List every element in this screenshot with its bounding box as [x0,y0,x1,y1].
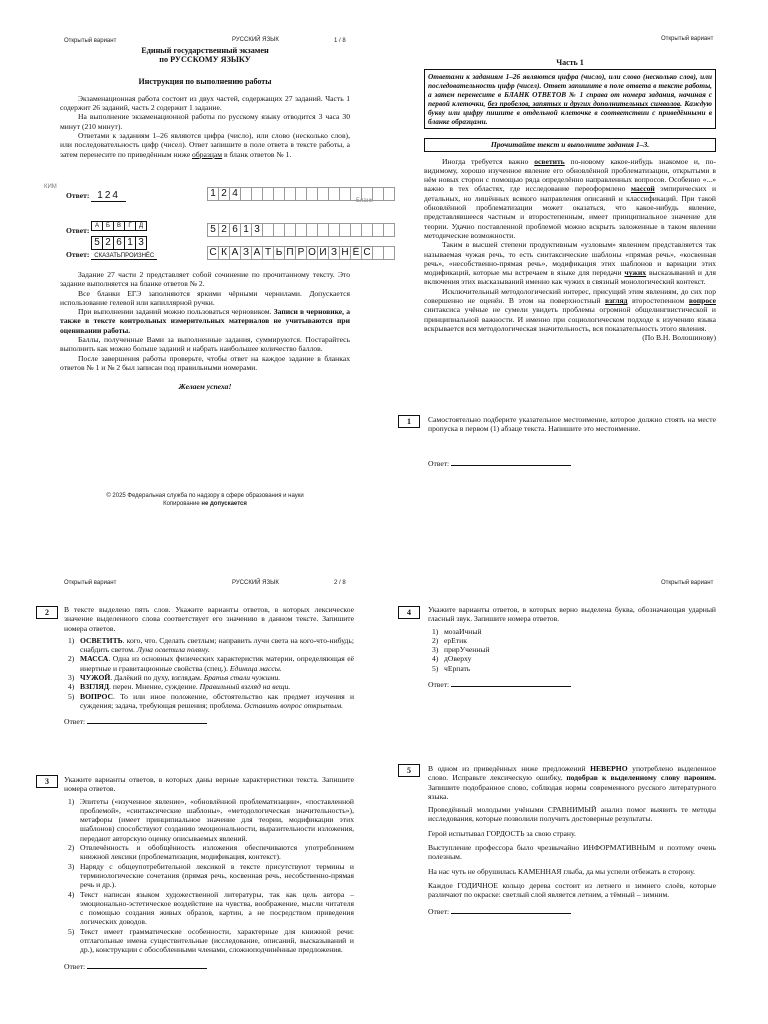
question-5-block [428,764,716,916]
sentence-item: Герой испытывал ГОРДОСТЬ за свою страну. [428,828,576,838]
answer-cell: Н [339,246,351,260]
option-number: 1) [68,635,75,645]
option-text: чЕрпать [444,663,471,673]
question-5-sentences [428,805,716,899]
option-text: мозаИчный [444,626,482,636]
question-5-number: 5 [398,764,420,777]
read-text-title-box: Прочитайте текст и выполните задания 1–3. [424,138,716,151]
example-answer-1: Ответ: 124 [66,190,126,201]
option-number: 2) [68,843,75,853]
question-3-block [64,775,354,971]
option-number: 1) [432,626,439,636]
page-header-left: Открытый вариант [64,38,117,44]
part-instruction-box: Ответами к заданиям 1–26 являются цифра (число), или слово (несколько слов), или последовательность цифр (чисел). Ответ запишите в поле ответа в тексте работы, а затем перенесите в БЛАНК ОТВЕТОВ № 1 справа от номера задания, начиная с первой клеточки, без пробелов, запятых и других дополнительных символов. Каждую букву или цифру пишите в отдельной клеточке в соответствии с приведёнными в бланке образцами. [424,69,716,129]
answer-cell: 1 [240,223,252,237]
option-text: Наряду с общеупотребительной лексикой в тексте присутствуют термины и терминологические сочетания (прямая речь, косвенная речь, несобственно-прямая речь и др.). [80,861,354,890]
option-text: дОверху [444,654,472,664]
option-item [68,843,354,862]
answer-cell: 5 [207,223,219,237]
question-1-answer: Ответ: [428,458,571,468]
letter-cell: Д [135,221,147,231]
question-5-text: В одном из приведённых ниже предложений НЕВЕРНО употреблено выделенное слово. Исправьте лексическую ошибку, подобрав к выделенному слову пароним. Запишите подобранное слово, соблюдая нормы современного русского литературного языка. [428,764,717,801]
option-number: 2) [68,654,75,664]
example-answer-2-label: Ответ: [66,226,90,235]
option-item [68,682,354,691]
question-4-number: 4 [398,606,420,619]
option-number: 4) [68,889,75,899]
part-title: Часть 1 [556,58,584,67]
instruction-title: Инструкция по выполнению работы [138,76,272,86]
sentence-item: На нас чуть не обрушилась КАМЕННАЯ глыба, да мы успели отбежать в сторону. [428,866,696,876]
instruction-paragraph-8: После завершения работы проверьте, чтобы ответ на каждое задание в бланках ответов № 1 и № 2 был записан под правильными номерами. [60,353,350,372]
option-number: 3) [68,861,75,871]
digit-cell: 3 [135,236,147,250]
example-answer-3: Ответ: СКАЗАТЬПРОИЗНЁС [66,250,157,259]
letter-cell: А [91,221,103,231]
example-2-letters [92,221,147,231]
text-paragraph-3: Исключительный методологический интерес, присущий этим явлениям, до сих пор совершенно не оценён. В этом на поверхностный взгляд второстепенном вопросе синтаксиса учёные не сумели увидеть проблемы огромной общелингвистической и принципиальной важности. И именно при социологическом подходе к изучению языка вскрывается вся методологическая значительность, вся показательность этого явления. [424,286,716,333]
answer-cell: 1 [207,187,219,201]
option-number: 3) [432,645,439,655]
page2-header-left: Открытый вариант [64,580,117,586]
option-number: 4) [432,654,439,664]
option-text: ВЗГЛЯД. перен. Мнение, суждение. Правильный взгляд на вещи. [80,682,291,692]
answer-cell: С [207,246,219,260]
exam-title-line1: Единый государственный экзамен [141,46,269,55]
answer-field-4[interactable] [451,679,571,687]
instruction-paragraph-6: При выполнении заданий можно пользоваться черновиком. Записи в черновике, а также в тексте контрольных измерительных материалов не учитываются при оценивании работы. [60,307,350,335]
option-number: 5) [68,691,75,701]
text-paragraph-2: Таким в высшей степени продуктивным «узловым» явлением представляется так называемая чужая речь, то есть синтаксические шаблоны «прямая речь», «косвенная речь», «несобственно-прямая речь», модификация этих шаблонов и вариации этих модификаций, которые мы встречаем в языке для передачи чужих высказываний и для включения этих высказываний именно как чужих в связный монологический контекст. [424,240,716,287]
option-item [432,636,716,645]
answer-cell: П [284,246,296,260]
answer-cell: К [218,246,230,260]
instruction-paragraph-7: Баллы, полученные Вами за выполненные задания, суммируются. Постарайтесь выполнить как можно больше заданий и набрать наибольшее количество баллов. [60,335,350,354]
question-2-block [64,605,354,727]
question-2-text: В тексте выделено пять слов. Укажите варианты ответов, в которых лексическое значение выделенного слова соответствует его значению в данном тексте. Запишите номера ответов. [64,605,354,633]
option-item [68,927,354,955]
option-number: 4) [68,682,75,692]
instruction-column-continued [60,270,350,392]
option-number: 5) [432,663,439,673]
answer-cell: 2 [218,187,230,201]
question-2-answer: Ответ: [64,716,354,726]
digit-cell: 2 [102,236,114,250]
sentence-item: Проведённый молодыми учёными СРАВНИМЫЙ анализ помог выявить те методы исследования, которые позволили получить достоверные результаты. [428,805,716,824]
answer-field-3[interactable] [87,961,207,969]
instruction-paragraph-2: На выполнение экзаменационной работы по русскому языку отводится 3 часа 30 минут (210 минут). [60,112,350,131]
copyright-line-1: © 2025 Федеральная служба по надзору в сфере образования и науки [106,493,304,499]
question-1-number: 1 [398,415,420,428]
answer-cell: А [229,246,241,260]
answer-field-5[interactable] [451,906,571,914]
option-text: Эпитеты («изученное явление», «обновлённой проблематизации», «поставленной проблемой», «синтаксические шаблоны», «методологическая значительность»), метафоры (имеет принципиальное значение для теории, модификации этих шаблонов) способствуют созданию эмоциональности, выразительности изложения, передают авторскую оценку описываемых явлений. [80,796,354,843]
option-text: ЧУЖОЙ. Далёкий по духу, взглядам. Братья стали чужими. [80,673,281,683]
blank-label: Бланк [356,198,373,204]
exam-title-line2: по РУССКОМУ ЯЗЫКУ [159,55,251,65]
option-text: МАССА. Одна из основных физических характеристик материи, определяющая её инертные и гравитационные свойства (спец.). Единица массы. [80,654,354,673]
answer-cell: 2 [218,223,230,237]
question-3-options [64,797,354,955]
part1-column [424,58,716,343]
option-item [432,627,716,636]
answer-cell: О [306,246,318,260]
option-number: 2) [432,635,439,645]
question-5-answer: Ответ: [428,906,716,916]
option-text: Текст имеет грамматические особенности, характерные для книжной речи: отглагольные имена существительные (исследование, описаний, высказываний и др.), конструкции с обособленными членами, сложноподчинённые предложения. [80,926,354,955]
question-3-answer: Ответ: [64,961,354,971]
digit-cell: 1 [124,236,136,250]
sentence-item: Выступление профессора было чрезвычайно ИНФОРМАТИВНЫМ и поэтому очень полезным. [428,843,716,862]
answer-cell [383,223,395,237]
option-item [68,636,354,655]
page-number: 1 / 8 [334,38,346,44]
answer-field-2[interactable] [87,716,207,724]
option-text: ОСВЕТИТЬ. кого, что. Сделать светлым; направить лучи света на кого-что-нибудь; снабдить светом. Луна осветила поляну. [80,635,354,655]
good-luck-text: Желаем успеха! [178,382,232,392]
question-2-number: 2 [36,606,58,619]
option-text: Текст написан языком художественной литературы, так как цель автора – эмоционально-эстетическое воздействие на чувства, воображение, мысли читателя с помощью создания живых образов, картин, а не посредством приведения логических доводов. [80,889,354,927]
option-item [68,654,354,673]
kim-label: КИМ [44,184,57,190]
digit-cell: 6 [113,236,125,250]
option-item [68,673,354,682]
option-item [432,664,716,673]
answer-cell [383,246,395,260]
answer-cell: 4 [229,187,241,201]
instruction-paragraph-3: Ответами к заданиям 1–26 являются цифра (число), или слово (несколько слов), или последовательность цифр (чисел). Ответ запишите в поле ответа в тексте работы, а затем перенесите по приведённым ниже образцам в бланк ответов № 1. [60,131,350,159]
example-2-table [92,214,147,250]
page2-header-subject: РУССКИЙ ЯЗЫК [232,580,279,586]
option-item [68,692,354,711]
option-number: 1) [68,796,75,806]
option-number: 3) [68,673,75,683]
option-text: ВОПРОС. То или иное положение, обстоятельство как предмет изучения и суждения; задача, требующая решения; проблема. Оставить вопрос открытым. [80,691,355,710]
instruction-paragraph-5: Все бланки ЕГЭ заполняются яркими чёрными чернилами. Допускается использование гелевой или капиллярной ручки. [60,288,350,307]
question-4-block [428,605,716,689]
answer-cell: 6 [229,223,241,237]
example-1-handwritten: 124 [91,190,126,202]
question-3-number: 3 [36,775,58,788]
option-text: Отвлечённость и обобщённость изложения обеспечиваются употреблением книжной лексики (проблематизация, модификация, контекст). [80,843,354,862]
answer-cell: 3 [251,223,263,237]
answer-cell: И [317,246,329,260]
example-3-handwritten: СКАЗАТЬПРОИЗНЁС [91,253,157,260]
example-2-digits [92,236,147,250]
question-4-answer: Ответ: [428,679,716,689]
option-number: 5) [68,926,75,936]
question-2-options [64,636,354,710]
answer-cell: Т [262,246,274,260]
digit-cell: 5 [91,236,103,250]
question-4-text: Укажите варианты ответов, в которых верно выделена буква, обозначающая ударный гласный звук. Запишите номера ответов. [428,605,716,624]
sentence-item: Каждое ГОДИЧНОЕ кольцо дерева состоит из летнего и зимнего слоёв, которые различают по окраске: светлый слой является летним, а тёмный – зимним. [428,880,716,900]
answer-cell: З [328,246,340,260]
example-3-cells [208,246,395,260]
answer-cell: Ь [273,246,285,260]
option-item [68,862,354,890]
answer-cell: Ё [350,246,362,260]
question-4-options [428,627,716,673]
instruction-paragraph-1: Экзаменационная работа состоит из двух частей, содержащих 27 заданий. Часть 1 содержит 26 заданий, часть 2 содержит 1 задание. [60,93,350,113]
example-1-cells [208,187,395,201]
letter-cell: Б [102,221,114,231]
page2-header-right: Открытый вариант [661,580,714,586]
instruction-column [60,46,350,159]
page-header-subject: РУССКИЙ ЯЗЫК [232,37,279,43]
answer-cell: А [251,246,263,260]
option-text: ерЕтик [444,635,467,645]
answer-cell: С [361,246,373,260]
option-item [432,645,716,654]
question-3-text: Укажите варианты ответов, в которых даны верные характеристики текста. Запишите номера ответов. [64,775,354,794]
page-header-right: Открытый вариант [661,36,714,42]
letter-cell: Г [124,221,136,231]
answer-field-1[interactable] [451,458,571,466]
option-text: прирУченный [444,645,490,655]
instruction-paragraph-4: Задание 27 части 2 представляет собой сочинение по прочитанному тексту. Это задание выполняется на бланке ответов № 2. [60,270,350,289]
answer-cell [383,187,395,201]
example-2-cells [208,223,395,237]
option-item [432,654,716,663]
option-item [68,797,354,843]
option-item [68,890,354,927]
copyright-line-2: Копирование не допускается [163,501,247,507]
page2-number: 2 / 8 [334,580,346,586]
answer-cell: З [240,246,252,260]
question-1-text: Самостоятельно подберите указательное местоимение, которое должно стоять на месте пропуска в первом (1) абзаце текста. Напишите это местоимение. [428,415,716,434]
text-paragraph-1: Иногда требуется важно осветить по-новому какое-нибудь знакомое и, по-видимому, хорошо изученное явление его обновлённой проблематизации, открытыми в нём новых сторон с помощью ряда определённо направленных вопросов. Особенно «...» важно в тех областях, где исследование переоформлено массой эмпирических и детальных, но лишённых всякого направления описаний и классификаций. При такой обновлённой проблематизации может оказаться, что какое-нибудь явление, представлявшееся частным и второстепенным, имеет принципиальное значение для теории. Удачно поставленной проблемой можно вскрыть заложенные в таком явлении методические возможности. [424,156,717,240]
letter-cell: В [113,221,125,231]
text-author: (По В.Н. Волошинову) [642,333,716,343]
answer-cell: Р [295,246,307,260]
